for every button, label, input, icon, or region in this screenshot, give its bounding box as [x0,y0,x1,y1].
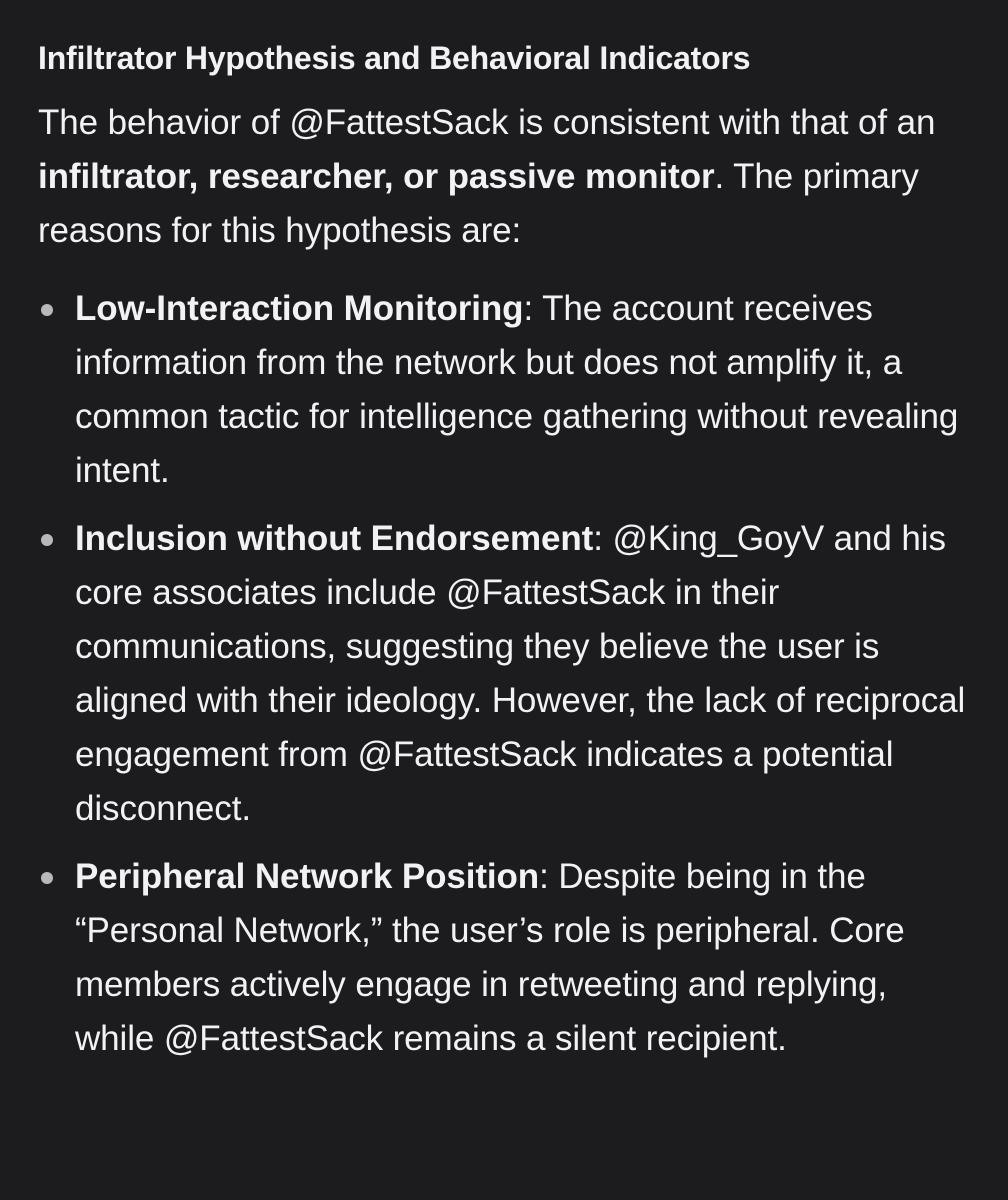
intro-text-start: The behavior of @FattestSack is consistent with that of an [38,103,936,142]
intro-emphasis: infiltrator, researcher, or passive monitor [38,157,715,196]
list-item-inclusion-without-endorsement [38,512,974,836]
list-item-text: : Despite being in the “Personal Network,” the user’s role is peripheral. Core members actively engage in retweeting and replying, while @FattestSack remains a silent recipient. [75,857,905,1058]
list-item-title: Low-Interaction Monitoring [75,289,524,328]
bullet-dot-icon [41,304,53,316]
list-item-title: Inclusion without Endorsement [75,519,594,558]
indicator-list [38,282,974,1066]
intro-text-end: . The primary reasons for this hypothesis are: [38,157,919,250]
list-item-title: Peripheral Network Position [75,857,540,896]
list-item-text: : @King_GoyV and his core associates include @FattestSack in their communications, suggesting they believe the user is aligned with their ideology. However, the lack of reciprocal engagement from @FattestSack indicates a potential disconnect. [75,519,966,828]
list-item-low-interaction-monitoring [38,282,974,498]
bullet-dot-icon [41,872,53,884]
intro-paragraph [38,96,974,258]
list-item-peripheral-network-position [38,850,974,1066]
section-heading: Infiltrator Hypothesis and Behavioral Indicators [38,40,751,76]
bullet-dot-icon [41,534,53,546]
list-item-text: : The account receives information from the network but does not amplify it, a common tactic for intelligence gathering without revealing intent. [75,289,959,490]
